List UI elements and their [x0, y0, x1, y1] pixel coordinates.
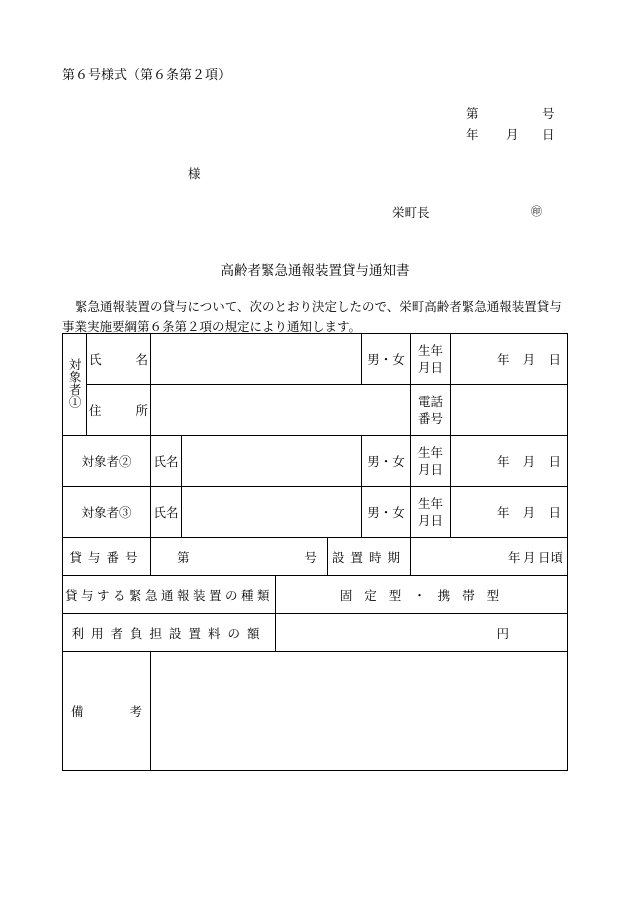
- subject1-label-cell: [63, 334, 87, 436]
- notification-form-table: [62, 333, 568, 771]
- birth-day: 日: [548, 454, 561, 469]
- remarks-field[interactable]: [151, 652, 568, 771]
- subject1-label: 対象者①: [67, 358, 83, 408]
- subject2-name-label: 氏名: [151, 436, 182, 487]
- subject3-name-label: 氏名: [151, 487, 182, 538]
- subject3-gender[interactable]: 男・女: [362, 487, 411, 538]
- name-label-cell: [87, 334, 151, 385]
- birth-label-1: 生年: [418, 342, 444, 358]
- subject3-birthdate-field[interactable]: [451, 487, 568, 538]
- birth-label-1: 生年: [418, 495, 444, 511]
- remarks-label-a: 備: [71, 704, 84, 719]
- birth-month: 月: [522, 505, 536, 520]
- install-day-approx: 日頃: [538, 549, 564, 565]
- remarks-label: [63, 652, 151, 771]
- issuer-name: 栄町長: [392, 205, 430, 220]
- phone-label-1: 電話: [418, 393, 444, 409]
- subject2-name-field[interactable]: [182, 436, 362, 487]
- birth-label-2: 月日: [418, 360, 444, 375]
- loan-number-label: 貸与番号: [63, 538, 151, 576]
- address-label-b: 所: [135, 403, 148, 418]
- fee-unit: 円: [496, 625, 510, 641]
- birth-label-2: 月日: [418, 462, 444, 477]
- fee-field[interactable]: [276, 614, 568, 652]
- subject1-birthdate-field[interactable]: [451, 334, 568, 385]
- install-year: 年: [508, 549, 521, 565]
- install-period-label: 設置時期: [328, 538, 411, 576]
- subject2-birthdate-field[interactable]: [451, 436, 568, 487]
- subject2-gender[interactable]: 男・女: [362, 436, 411, 487]
- birth-month: 月: [522, 454, 536, 469]
- subject1-name-field[interactable]: [151, 334, 362, 385]
- remarks-label-b: 考: [129, 704, 142, 719]
- body-text-line-2: 事業実施要綱第６条第２項の規定により通知します。: [62, 319, 362, 334]
- date-month: 月: [506, 127, 519, 142]
- subject1-gender[interactable]: 男・女: [362, 334, 411, 385]
- recipient-sama: 様: [188, 166, 201, 181]
- birth-label-2: 月日: [418, 513, 444, 528]
- body-text-line-1: 緊急通報装置の貸与について、次のとおり決定したので、栄町高齢者緊急通報装置貸与: [75, 299, 562, 314]
- phone-label-2: 番号: [418, 411, 444, 426]
- subject2-birth-label: [411, 436, 451, 487]
- birth-month: 月: [522, 352, 536, 367]
- address-label-a: 住: [89, 403, 102, 418]
- device-type-label: 貸与する緊急通報装置の種類: [63, 576, 276, 614]
- name-label-b: 名: [135, 352, 148, 367]
- fee-label: 利用者負担設置料の額: [63, 614, 276, 652]
- doc-number-go: 号: [542, 106, 555, 121]
- install-month: 月: [523, 549, 536, 565]
- birth-day: 日: [548, 352, 561, 367]
- subject3-label: 対象者③: [63, 487, 151, 538]
- birth-year: 年: [497, 454, 510, 469]
- doc-number-dai: 第: [466, 106, 479, 121]
- loan-dai: 第: [177, 549, 190, 565]
- birth-year: 年: [497, 352, 510, 367]
- document-title: 高齢者緊急通報装置貸与通知書: [220, 263, 410, 279]
- phone-label: [411, 385, 451, 436]
- loan-number-field[interactable]: [151, 538, 328, 576]
- subject2-label: 対象者②: [63, 436, 151, 487]
- subject3-birth-label: [411, 487, 451, 538]
- install-period-field[interactable]: [411, 538, 568, 576]
- seal-mark: ㊞: [531, 205, 542, 218]
- birth-label-1: 生年: [418, 444, 444, 460]
- subject1-address-field[interactable]: [151, 385, 411, 436]
- birth-year: 年: [497, 505, 510, 520]
- subject3-name-field[interactable]: [182, 487, 362, 538]
- loan-go: 号: [304, 549, 317, 565]
- address-label-cell: [87, 385, 151, 436]
- subject1-phone-field[interactable]: [451, 385, 568, 436]
- date-day: 日: [542, 127, 555, 142]
- subject1-birth-label: [411, 334, 451, 385]
- birth-day: 日: [548, 505, 561, 520]
- name-label-a: 氏: [89, 352, 102, 367]
- device-type-options[interactable]: 固 定 型 ・ 携 帯 型: [276, 576, 568, 614]
- form-number: 第６号様式（第６条第２項）: [62, 68, 232, 83]
- date-year: 年: [466, 127, 479, 142]
